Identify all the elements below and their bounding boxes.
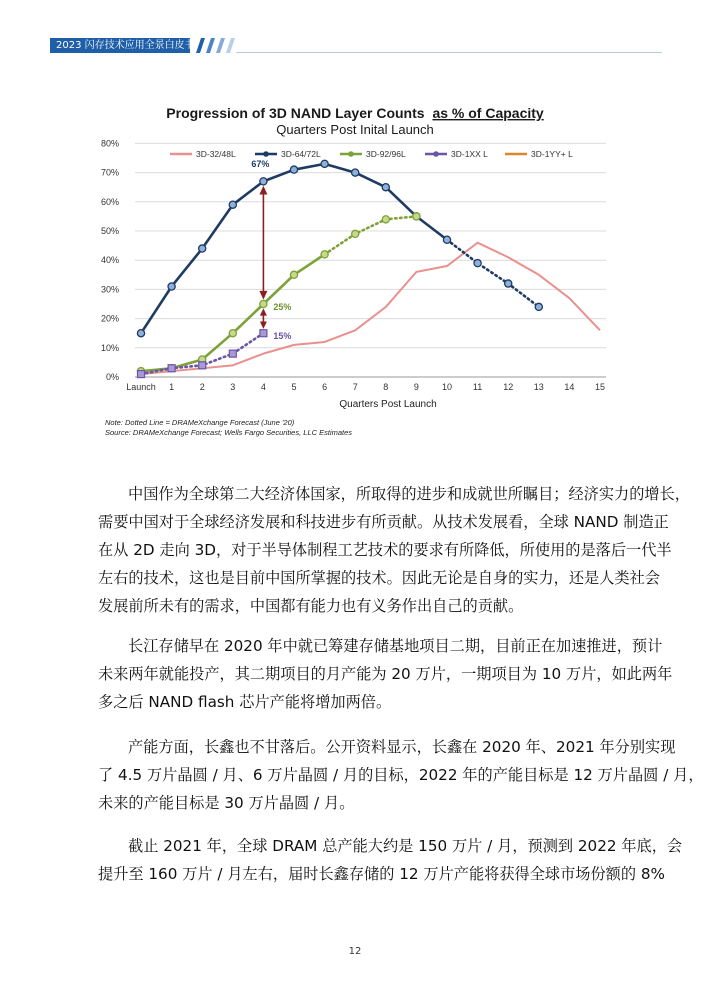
- data-point: [138, 371, 145, 378]
- data-point: [199, 245, 206, 252]
- header-rule: [236, 52, 662, 53]
- data-point: [229, 350, 236, 357]
- data-point: [260, 330, 267, 337]
- paragraph-2: [98, 632, 673, 716]
- paragraph-line: 左右的技术，这也是目前中国所掌握的技术。因此无论是自身的实力，还是人类社会: [98, 569, 660, 587]
- y-tick-label: 10%: [100, 342, 119, 353]
- paragraph-line: 在从 2D 走向 3D，对于半导体制程工艺技术的要求有所降低，所使用的是落后一代半: [98, 541, 672, 559]
- annotation-arrowhead: [260, 308, 267, 315]
- x-tick-label: Launch: [126, 382, 156, 392]
- chart-title-suffix: as % of Capacity: [432, 105, 544, 121]
- x-tick-label: 8: [383, 382, 389, 392]
- data-point: [505, 280, 512, 287]
- legend-marker: [263, 151, 269, 157]
- paragraph-1: [98, 480, 690, 620]
- x-tick-label: 15: [594, 382, 606, 392]
- chart-note: Note: Dotted Line = DRAMeXchange Forecast (June '20): [105, 418, 295, 427]
- paragraph-line: 产能方面，长鑫也不甘落后。公开资料显示，长鑫在 2020 年、2021 年分别实现: [128, 738, 676, 756]
- data-point: [321, 160, 328, 167]
- data-point: [260, 300, 267, 307]
- chart-plot-area: [137, 159, 600, 378]
- legend-label: 3D-92/96L: [366, 149, 406, 159]
- x-tick-label: 12: [503, 382, 514, 392]
- y-tick-label: 30%: [100, 284, 119, 295]
- data-point: [352, 230, 359, 237]
- data-point: [290, 166, 297, 173]
- legend-marker: [348, 151, 354, 157]
- data-point: [443, 236, 450, 243]
- paragraph-3: [98, 733, 704, 817]
- header-title: 2023 闪存技术应用全景白皮书: [56, 40, 195, 51]
- y-tick-label: 20%: [100, 313, 119, 324]
- data-point: [137, 330, 144, 337]
- data-point: [168, 283, 175, 290]
- paragraph-line: 需要中国对于全球经济发展和科技进步有所贡献。从技术发展看，全球 NAND 制造正: [98, 513, 669, 531]
- nand-layer-chart: [85, 96, 625, 444]
- paragraph-line: 提升至 160 万片 / 月左右，届时长鑫存储的 12 万片产能将获得全球市场份额的 8%: [98, 865, 665, 883]
- x-tick-label: 6: [322, 382, 328, 392]
- data-point: [382, 216, 389, 223]
- x-tick-label: 1: [169, 382, 175, 392]
- legend-label: 3D-64/72L: [281, 149, 321, 159]
- data-point: [229, 201, 236, 208]
- data-point: [290, 271, 297, 278]
- data-point: [168, 365, 175, 372]
- y-tick-label: 60%: [100, 196, 119, 207]
- paragraph-line: 发展前所未有的需求，中国都有能力也有义务作出自己的贡献。: [98, 597, 524, 615]
- data-point: [474, 260, 481, 267]
- x-tick-label: 4: [260, 382, 266, 392]
- data-point: [260, 178, 267, 185]
- chart-x-axis-label: Quarters Post Launch: [339, 399, 437, 410]
- data-point: [382, 184, 389, 191]
- legend-marker: [433, 151, 439, 157]
- annotation-arrowhead: [259, 186, 267, 195]
- series-line-solid: [141, 164, 447, 333]
- paragraph-line: 截止 2021 年，全球 DRAM 总产能大约是 150 万片 / 月，预测到 2022 年底，会: [128, 837, 683, 855]
- y-tick-label: 0%: [105, 372, 119, 382]
- data-point: [535, 303, 542, 310]
- chart-title: [166, 105, 544, 121]
- paragraph-4: [98, 832, 683, 888]
- page-number: 12: [348, 946, 362, 957]
- data-point: [321, 251, 328, 258]
- paragraph-line: 中国作为全球第二大经济体国家，所取得的进步和成就世所瞩目；经济实力的增长，: [128, 485, 690, 503]
- x-tick-label: 2: [199, 382, 205, 392]
- annotation-arrowhead: [260, 322, 267, 329]
- annotation-label: 15%: [273, 331, 292, 342]
- x-tick-label: 13: [533, 382, 544, 392]
- data-point: [229, 330, 236, 337]
- x-tick-label: 10: [441, 382, 453, 392]
- header-stripes-decoration: [192, 38, 236, 53]
- series-line-dotted: [325, 216, 417, 254]
- paragraph-line: 未来的产能目标是 30 万片晶圆 / 月。: [98, 794, 355, 812]
- data-point: [352, 169, 359, 176]
- x-tick-label: 7: [352, 382, 358, 392]
- paragraph-line: 长江存储早在 2020 年中就已筹建存储基地项目二期，目前正在加速推进，预计: [128, 637, 663, 655]
- chart-title-main: Progression of 3D NAND Layer Counts: [166, 105, 425, 121]
- x-tick-label: 3: [230, 382, 236, 392]
- paragraph-line: 未来两年就能投产，其二期项目的月产能为 20 万片，一期项目为 10 万片，如此两年: [98, 665, 673, 683]
- annotation-arrowhead: [259, 291, 267, 300]
- x-tick-label: 5: [291, 382, 297, 392]
- data-point: [413, 213, 420, 220]
- legend-label: 3D-1XX L: [451, 149, 488, 159]
- legend-label: 3D-32/48L: [196, 149, 236, 159]
- data-point: [199, 362, 206, 369]
- y-tick-label: 40%: [100, 255, 119, 266]
- chart-subtitle: Quarters Post Inital Launch: [276, 122, 434, 137]
- chart-legend: [170, 149, 573, 159]
- annotation-label: 25%: [273, 301, 292, 312]
- x-tick-label: 11: [472, 382, 483, 392]
- y-tick-label: 70%: [100, 167, 119, 178]
- x-tick-label: 9: [413, 382, 419, 392]
- paragraph-line: 了 4.5 万片晶圆 / 月、6 万片晶圆 / 月的目标，2022 年的产能目标是 12 万片晶圆 / 月，: [98, 766, 704, 784]
- annotation-label: 67%: [251, 158, 270, 169]
- paragraph-line: 多之后 NAND flash 芯片产能将增加两倍。: [98, 693, 392, 711]
- y-tick-label: 50%: [100, 226, 119, 236]
- y-tick-label: 80%: [100, 138, 119, 149]
- x-tick-label: 14: [564, 382, 575, 392]
- chart-source: Source: DRAMeXchange Forecast; Wells Fargo Securities, LLC Estimates: [105, 428, 353, 437]
- legend-label: 3D-1YY+ L: [531, 149, 573, 159]
